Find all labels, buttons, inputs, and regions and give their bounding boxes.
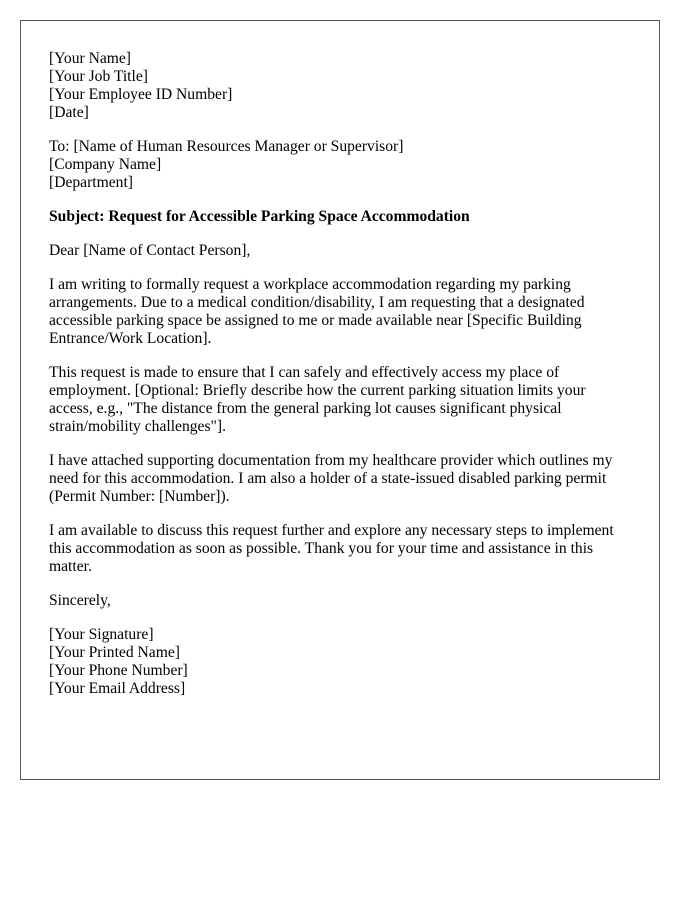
letter-closing: Sincerely, — [49, 592, 111, 609]
email-address: [Your Email Address] — [49, 680, 186, 697]
recipient-company: [Company Name] — [49, 156, 162, 173]
sender-employee-id: [Your Employee ID Number] — [49, 86, 233, 103]
recipient-to: To: [Name of Human Resources Manager or Supervisor] — [49, 138, 404, 155]
body-paragraph-4: I am available to discuss this request further and explore any necessary steps to implement this accommodation as soon as possible. Thank you for your time and assistance in this matter. — [49, 522, 614, 575]
letter-date: [Date] — [49, 104, 89, 121]
signature-block — [49, 626, 631, 698]
letter-greeting: Dear [Name of Contact Person], — [49, 242, 251, 259]
letter-page — [20, 20, 660, 780]
printed-name: [Your Printed Name] — [49, 644, 180, 661]
sender-job-title: [Your Job Title] — [49, 68, 148, 85]
recipient-department: [Department] — [49, 174, 133, 191]
body-paragraph-1: I am writing to formally request a workplace accommodation regarding my parking arrangements. Due to a medical condition/disability, I am requesting that a designated accessible parking space be assigned to me or made available near [Specific Building Entrance/Work Location]. — [49, 276, 585, 347]
sender-name: [Your Name] — [49, 50, 132, 67]
recipient-block — [49, 138, 631, 192]
phone-number: [Your Phone Number] — [49, 662, 188, 679]
body-paragraph-3: I have attached supporting documentation from my healthcare provider which outlines my need for this accommodation. I am also a holder of a state-issued disabled parking permit (Permit Number: [Number]). — [49, 452, 613, 505]
sender-block — [49, 50, 631, 122]
letter-subject: Subject: Request for Accessible Parking Space Accommodation — [49, 208, 470, 225]
body-paragraph-2: This request is made to ensure that I can safely and effectively access my place of employment. [Optional: Briefly describe how the current parking situation limits your access, e.g., "The distance from the general parking lot causes significant physical strain/mobility challenges"]. — [49, 364, 586, 435]
signature-line: [Your Signature] — [49, 626, 154, 643]
